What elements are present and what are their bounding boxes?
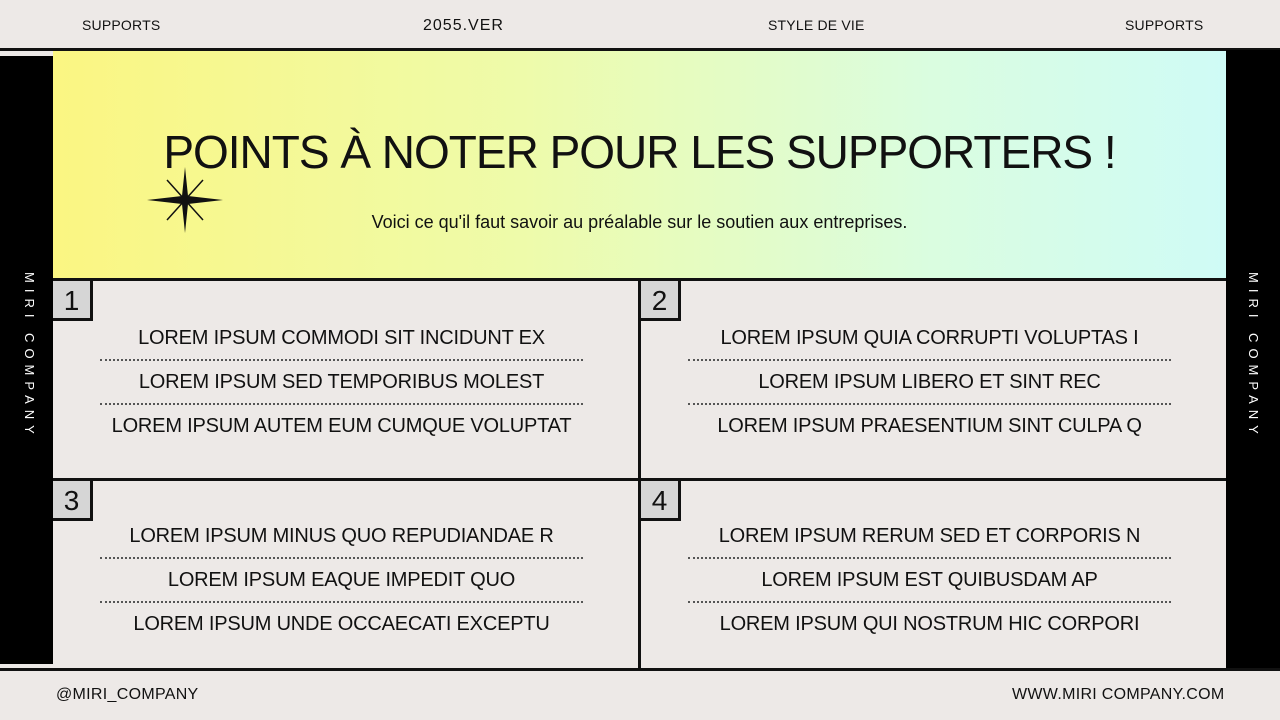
list-item: LOREM IPSUM AUTEM EUM CUMQUE VOLUPTAT <box>111 415 572 437</box>
list-item: LOREM IPSUM SED TEMPORIBUS MOLEST <box>138 371 545 393</box>
list-item: LOREM IPSUM LIBERO ET SINT REC <box>758 371 1101 393</box>
section-number-badge: 3 <box>53 481 93 521</box>
section-list <box>686 515 1173 645</box>
section-1 <box>53 281 638 478</box>
nav-link-style-de-vie[interactable]: STYLE DE VIE <box>768 17 865 33</box>
section-list <box>98 515 585 645</box>
section-number-badge: 1 <box>53 281 93 321</box>
list-item: LOREM IPSUM PRAESENTIUM SINT CULPA Q <box>717 415 1142 437</box>
nav-link-supports-right[interactable]: SUPPORTS <box>1125 17 1204 33</box>
section-3 <box>53 481 638 678</box>
list-item: LOREM IPSUM QUI NOSTRUM HIC CORPORI <box>719 613 1140 635</box>
page-title: POINTS À NOTER POUR LES SUPPORTERS ! <box>163 126 1116 178</box>
section-list <box>98 317 585 447</box>
list-item: LOREM IPSUM QUIA CORRUPTI VOLUPTAS I <box>720 327 1139 349</box>
list-item: LOREM IPSUM MINUS QUO REPUDIANDAE R <box>129 525 554 547</box>
section-number-badge: 4 <box>641 481 681 521</box>
list-item: LOREM IPSUM COMMODI SIT INCIDUNT EX <box>138 327 545 349</box>
footer <box>0 671 1280 720</box>
section-4 <box>641 481 1226 678</box>
page-subtitle: Voici ce qu'il faut savoir au préalable sur le soutien aux entreprises. <box>371 212 908 232</box>
list-item: LOREM IPSUM UNDE OCCAECATI EXCEPTU <box>133 613 550 635</box>
list-item: LOREM IPSUM EST QUIBUSDAM AP <box>761 569 1098 591</box>
nav-brand-version[interactable]: 2055.VER <box>423 17 504 34</box>
section-list <box>686 317 1173 447</box>
top-navigation <box>0 0 1280 50</box>
footer-website-link[interactable]: WWW.MIRI COMPANY.COM <box>1012 686 1225 703</box>
right-side-label: MIRI COMPANY <box>1246 272 1261 440</box>
list-item: LOREM IPSUM RERUM SED ET CORPORIS N <box>718 525 1141 547</box>
section-number-badge: 2 <box>641 281 681 321</box>
footer-handle[interactable]: @MIRI_COMPANY <box>56 686 199 703</box>
left-side-label: MIRI COMPANY <box>22 272 37 440</box>
nav-link-supports-left[interactable]: SUPPORTS <box>82 17 161 33</box>
list-item: LOREM IPSUM EAQUE IMPEDIT QUO <box>167 569 516 591</box>
hero-banner <box>53 51 1226 279</box>
section-2 <box>641 281 1226 478</box>
